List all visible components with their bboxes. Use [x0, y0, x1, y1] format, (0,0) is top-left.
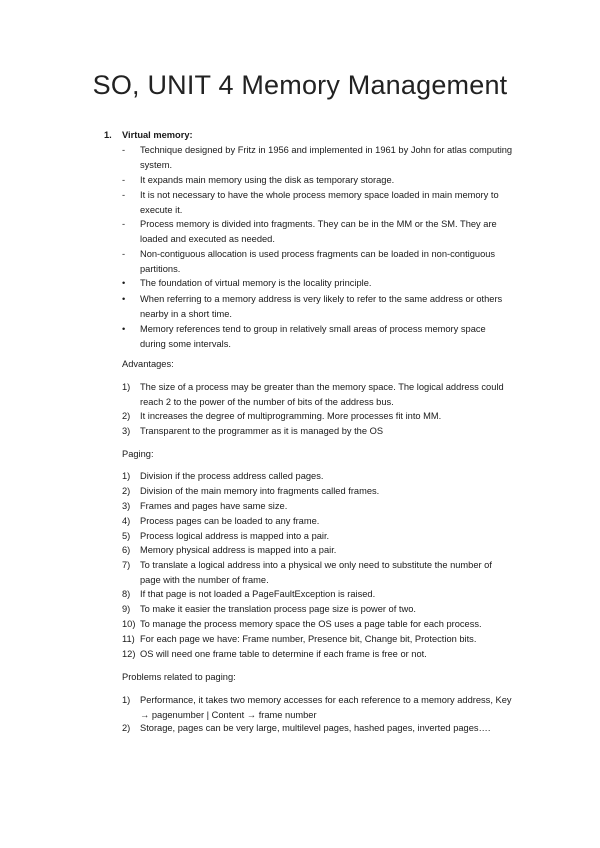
number-marker: 3)	[122, 501, 131, 511]
number-marker: 3)	[122, 426, 131, 436]
list-item	[122, 276, 514, 291]
list-item	[122, 484, 514, 499]
dash-marker: -	[122, 249, 126, 259]
list-item	[122, 647, 514, 662]
number-marker: 4)	[122, 516, 131, 526]
list-item	[122, 217, 514, 247]
list-item-text: Non-contiguous allocation is used process fragments can be loaded in non-contiguous partitions.	[140, 249, 496, 274]
list-item-text: Technique designed by Fritz in 1956 and implemented in 1961 by John for atlas computing system.	[140, 145, 513, 170]
list-item	[122, 514, 514, 529]
list-item-text: Process logical address is mapped into a pair.	[140, 531, 330, 541]
list-item	[122, 424, 514, 439]
number-marker: 11)	[122, 634, 135, 644]
number-marker: 8)	[122, 589, 131, 599]
section-number: 1.	[104, 130, 112, 140]
list-item	[122, 543, 514, 558]
list-item	[122, 602, 514, 617]
list-item	[122, 143, 514, 173]
list-item	[122, 529, 514, 544]
list-item-text: Frames and pages have same size.	[140, 501, 288, 511]
list-item-text: Memory references tend to group in relatively small areas of process memory space during some intervals.	[140, 324, 486, 349]
list-item-text: It increases the degree of multiprogramming. More processes fit into MM.	[140, 411, 442, 421]
list-item	[122, 721, 514, 736]
number-marker: 6)	[122, 545, 131, 555]
list-item-text: Division if the process address called pages.	[140, 471, 324, 481]
number-marker: 10)	[122, 619, 136, 629]
bullet-marker: •	[122, 324, 126, 334]
list-item	[122, 617, 514, 632]
list-item	[122, 173, 514, 188]
number-marker: 2)	[122, 486, 131, 496]
number-marker: 1)	[122, 695, 131, 705]
list-item-text: To make it easier the translation process page size is power of two.	[140, 604, 416, 614]
list-item	[122, 632, 514, 647]
dash-marker: -	[122, 190, 126, 200]
list-item	[122, 409, 514, 424]
list-item-text: When referring to a memory address is very likely to refer to the same address or others nearby in a short time.	[140, 294, 503, 319]
dash-marker: -	[122, 145, 126, 155]
list-item	[122, 469, 514, 484]
list-item	[122, 380, 514, 410]
list-item	[122, 558, 514, 588]
list-item	[122, 587, 514, 602]
page-title: SO, UNIT 4 Memory Management	[92, 70, 508, 100]
number-marker: 1)	[122, 382, 131, 392]
bullet-marker: •	[122, 278, 126, 288]
number-marker: 9)	[122, 604, 131, 614]
list-item-text: Performance, it takes two memory accesses for each reference to a memory address, Key → pagenumber | Content → frame number	[140, 695, 512, 720]
list-item-text: For each page we have: Frame number, Presence bit, Change bit, Protection bits.	[140, 634, 477, 644]
list-item	[122, 247, 514, 277]
list-item	[122, 322, 514, 352]
list-item	[122, 292, 514, 322]
list-item-text: To manage the process memory space the OS uses a page table for each process.	[140, 619, 482, 629]
advantages-heading: Advantages:	[122, 359, 174, 369]
list-item	[122, 499, 514, 514]
section-title: Virtual memory:	[122, 130, 193, 140]
list-item-text: Storage, pages can be very large, multilevel pages, hashed pages, inverted pages….	[140, 723, 491, 733]
list-item	[122, 693, 514, 723]
number-marker: 12)	[122, 649, 136, 659]
number-marker: 1)	[122, 471, 131, 481]
list-item-text: It expands main memory using the disk as temporary storage.	[140, 175, 395, 185]
list-item-text: Process memory is divided into fragments. They can be in the MM or the SM. They are loaded and executed as needed.	[140, 219, 497, 244]
list-item-text: Process pages can be loaded to any frame.	[140, 516, 320, 526]
list-item	[122, 188, 514, 218]
list-item-text: Division of the main memory into fragments called frames.	[140, 486, 380, 496]
list-item-text: Memory physical address is mapped into a pair.	[140, 545, 337, 555]
number-marker: 2)	[122, 411, 131, 421]
list-item-text: If that page is not loaded a PageFaultException is raised.	[140, 589, 376, 599]
number-marker: 2)	[122, 723, 131, 733]
list-item-text: OS will need one frame table to determine if each frame is free or not.	[140, 649, 427, 659]
list-item-text: It is not necessary to have the whole process memory space loaded in main memory to execute it.	[140, 190, 499, 215]
list-item-text: The size of a process may be greater than the memory space. The logical address could reach 2 to the power of the number of bits of the address bus.	[140, 382, 504, 407]
dash-marker: -	[122, 219, 126, 229]
list-item-text: Transparent to the programmer as it is managed by the OS	[140, 426, 384, 436]
number-marker: 7)	[122, 560, 131, 570]
bullet-marker: •	[122, 294, 126, 304]
list-item-text: To translate a logical address into a physical we only need to substitute the number of page with the number of frame.	[140, 560, 492, 585]
dash-marker: -	[122, 175, 126, 185]
number-marker: 5)	[122, 531, 131, 541]
paging-heading: Paging:	[122, 449, 154, 459]
problems-heading: Problems related to paging:	[122, 672, 236, 682]
list-item-text: The foundation of virtual memory is the locality principle.	[140, 278, 372, 288]
